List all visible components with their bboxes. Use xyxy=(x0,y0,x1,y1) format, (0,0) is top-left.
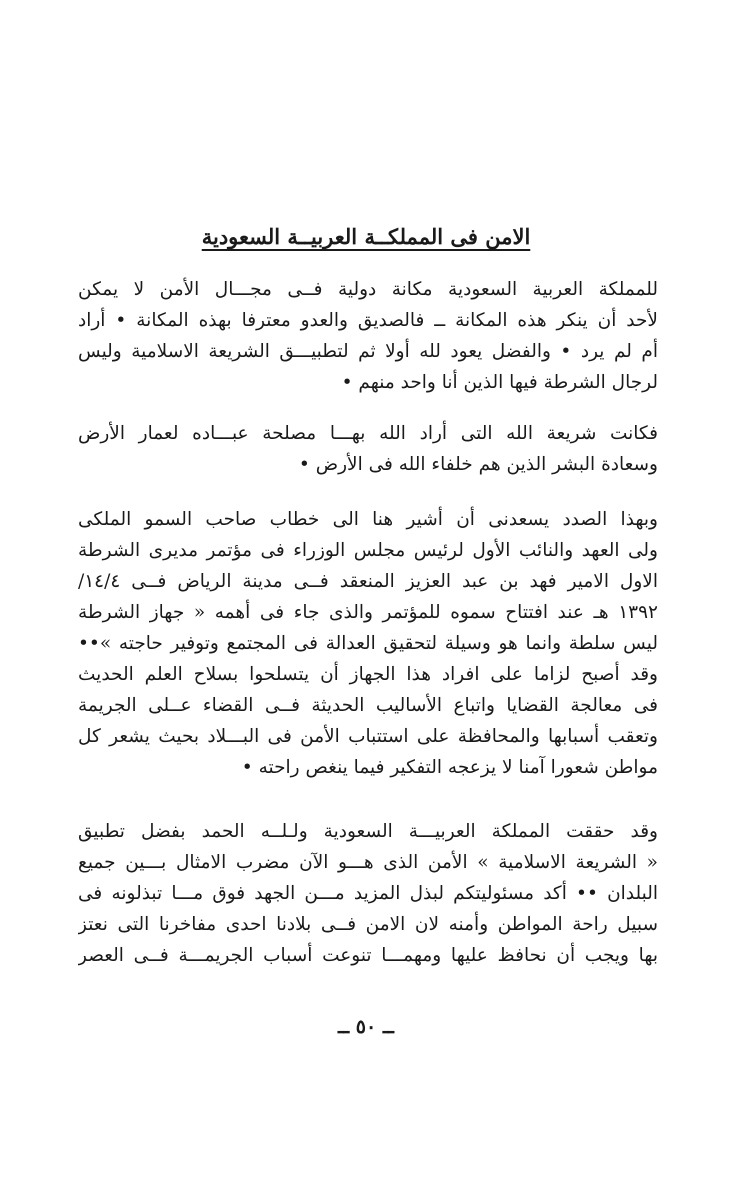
text-line: وبهذا الصدد يسعدنى أن أشير هنا الى خطاب صاحب السمو الملكى xyxy=(78,509,658,530)
page-number: ــ ٥٠ ــ xyxy=(338,1016,394,1038)
text-line: وقد أصبح لزاما على افراد هذا الجهاز أن يتسلحوا بسلاح العلم الحديث xyxy=(78,664,658,685)
paragraph-3 xyxy=(78,504,658,783)
text-line: ولى العهد والنائب الأول لرئيس مجلس الوزراء فى مؤتمر مديرى الشرطة xyxy=(78,540,658,561)
text-line: وتعقب أسبابها والمحافظة على استتباب الأمن فى البـــلاد بحيث يشعر كل xyxy=(78,726,658,747)
page-title: الامن فى المملكــة العربيــة السعودية xyxy=(201,224,531,249)
text-line: سبيل راحة المواطن وأمنه لان الامن فــى بلادنا احدى مفاخرنا التى نعتز xyxy=(78,914,658,935)
text-line: مواطن شعورا آمنا لا يزعجه التفكير فيما ينغص راحته • xyxy=(241,757,658,778)
text-line: بها ويجب أن نحافظ عليها ومهمـــا تنوعت أسباب الجريمـــة فــى العصر xyxy=(78,945,658,966)
text-line: وقد حققت المملكة العربيـــة السعودية ولـلــه الحمد بفضل تطبيق xyxy=(78,821,658,842)
text-line: لأحد أن ينكر هذه المكانة ــ فالصديق والعدو معترفا بهذه المكانة • أراد xyxy=(78,310,658,331)
text-line: فكانت شريعة الله التى أراد الله بهـــا مصلحة عبـــاده لعمار الأرض xyxy=(78,423,658,444)
text-line: لرجال الشرطة فيها الذين أنا واحد منهم • xyxy=(341,372,658,393)
paragraph-1 xyxy=(78,274,658,398)
paragraph-2 xyxy=(78,418,658,480)
text-line: ليس سلطة وانما هو وسيلة لتحقيق العدالة فى المجتمع وتوفير حاجته »•• xyxy=(78,633,658,654)
text-line: البلدان •• أكد مسئوليتكم لبذل المزيد مـــن الجهد فوق مـــا تبذلونه فى xyxy=(78,883,658,904)
text-line: للمملكة العربية السعودية مكانة دولية فــى مجـــال الأمن لا يمكن xyxy=(78,279,658,300)
text-line: وسعادة البشر الذين هم خلفاء الله فى الأرض • xyxy=(298,454,658,475)
paragraph-4 xyxy=(78,816,658,971)
text-line: فى معالجة القضايا واتباع الأساليب الحديثة فــى القضاء عــلى الجريمة xyxy=(78,695,658,716)
text-line: الاول الامير فهد بن عبد العزيز المنعقد فــى مدينة الرياض فــى ١٤/٤/ xyxy=(78,571,658,592)
text-line: أم لم يرد • والفضل يعود لله أولا ثم لتطبيـــق الشريعة الاسلامية وليس xyxy=(78,341,658,362)
text-line: ١٣٩٢ هـ عند افتتاح سموه للمؤتمر والذى جاء فى أهمه « جهاز الشرطة xyxy=(78,602,658,623)
text-line: « الشريعة الاسلامية » الأمن الذى هـــو الآن مضرب الامثال بـــين جميع xyxy=(78,852,658,873)
